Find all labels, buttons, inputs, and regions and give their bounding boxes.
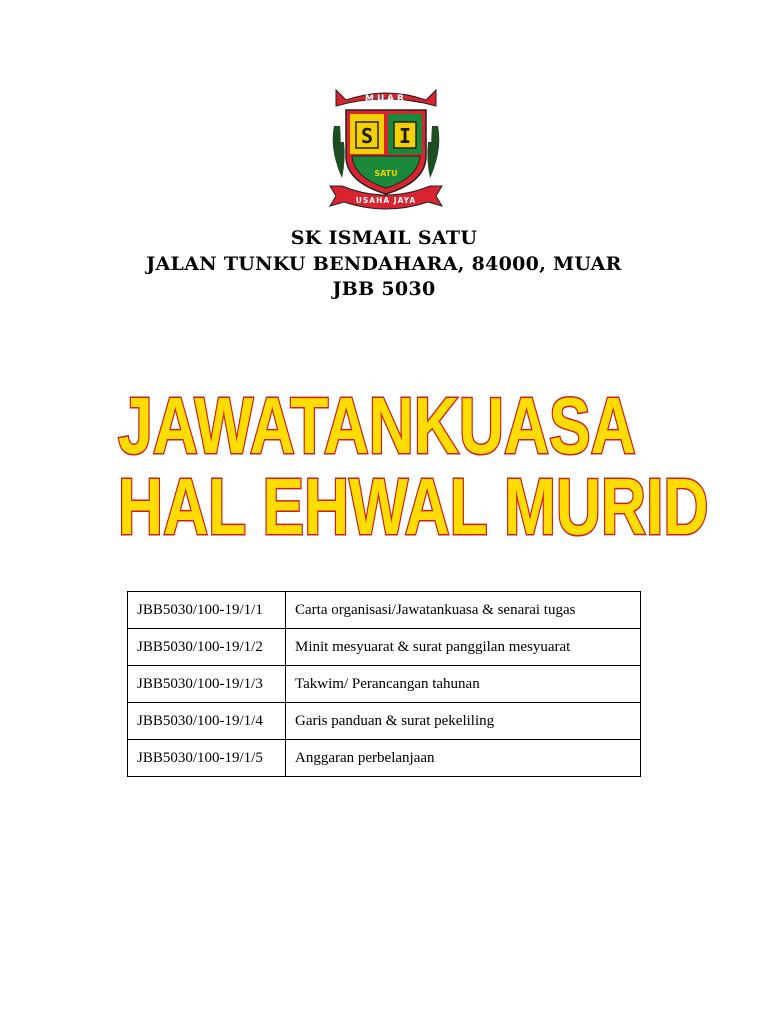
file-index-table (127, 591, 641, 777)
school-address: JALAN TUNKU BENDAHARA, 84000, MUAR (146, 252, 622, 275)
document-title-line-1: JAWATANKUASA (118, 381, 636, 470)
table-row (128, 740, 641, 777)
crest-letter-s: S (360, 124, 374, 148)
file-code: JBB5030/100-19/1/5 (128, 740, 286, 777)
table-row (128, 703, 641, 740)
table-row (128, 666, 641, 703)
file-description: Carta organisasi/Jawatankuasa & senarai tugas (286, 592, 641, 629)
file-code: JBB5030/100-19/1/3 (128, 666, 286, 703)
file-code: JBB5030/100-19/1/2 (128, 629, 286, 666)
file-description: Minit mesyuarat & surat panggilan mesyuarat (286, 629, 641, 666)
crest-word: SATU (374, 169, 398, 178)
school-name: SK ISMAIL SATU (290, 227, 478, 249)
document-title-line-2: HAL EHWAL MURID (118, 462, 709, 551)
crest-motto: USAHA JAYA (355, 196, 417, 205)
crest-letter-i: I (398, 124, 412, 148)
crest-graphic (328, 86, 444, 210)
file-code: JBB5030/100-19/1/1 (128, 592, 286, 629)
school-code: JBB 5030 (332, 278, 436, 300)
school-header (0, 226, 768, 303)
crest-banner-text: MUAR (365, 94, 407, 104)
table-row (128, 629, 641, 666)
file-description: Takwim/ Perancangan tahunan (286, 666, 641, 703)
file-description: Garis panduan & surat pekeliling (286, 703, 641, 740)
file-code: JBB5030/100-19/1/4 (128, 703, 286, 740)
school-crest-icon (328, 86, 444, 210)
file-description: Anggaran perbelanjaan (286, 740, 641, 777)
table-row (128, 592, 641, 629)
